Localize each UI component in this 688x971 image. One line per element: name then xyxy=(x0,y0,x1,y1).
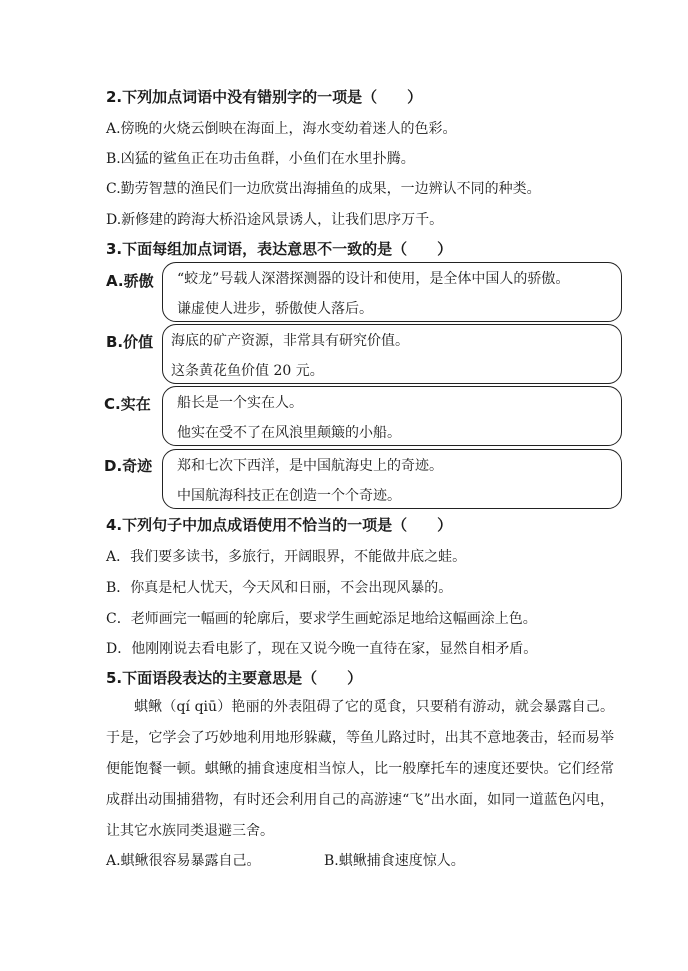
question-5-passage-text: 蜞鳅（qí qiū）艳丽的外表阻碍了它的觅食，只要稍有游动，就会暴露自己。于是，它学会了巧妙地利用地形躲藏，等鱼儿路过时，出其不意地袭击，轻而易举便能饱餐一顿。蜞鳅的捕食速度相当惊人，比一般摩托车的速度还要快。它们经常成群出动围捕猎物，有时还会利用自己的高游速“飞”出水面，如同一道蓝色闪电，让其它水族同类退避三舍。 xyxy=(106,699,614,839)
question-3-box-b xyxy=(162,324,622,384)
question-3-title: 3.下面每组加点词语，表达意思不一致的是（ ） xyxy=(106,240,453,258)
question-4-option-d: D．他刚刚说去看电影了，现在又说今晚一直待在家，显然自相矛盾。 xyxy=(106,641,538,657)
question-3-label-c: C.实在 xyxy=(104,395,151,413)
question-2-option-b: B.凶猛的鲨鱼正在功击鱼群，小鱼们在水里扑腾。 xyxy=(106,151,415,167)
question-4-option-a: A．我们要多读书，多旅行，开阔眼界，不能做井底之蛙。 xyxy=(106,549,467,565)
question-2-title: 2.下列加点词语中没有错别字的一项是（ ） xyxy=(106,88,423,106)
question-3-box-a xyxy=(162,262,622,322)
question-3-a-line-2: 谦虚使人进步，骄傲使人落后。 xyxy=(177,301,373,317)
question-5-title: 5.下面语段表达的主要意思是（ ） xyxy=(106,669,363,687)
question-3-b-line-2: 这条黄花鱼价值 20 元。 xyxy=(171,363,324,379)
question-3-d-line-1: 郑和七次下西洋，是中国航海史上的奇迹。 xyxy=(177,458,443,474)
question-5-passage xyxy=(106,692,614,847)
question-3-box-d xyxy=(162,449,622,509)
question-3-b-line-1: 海底的矿产资源，非常具有研究价值。 xyxy=(171,333,409,349)
question-2-option-c: C.勤劳智慧的渔民们一边欣赏出海捕鱼的成果，一边辨认不同的种类。 xyxy=(106,181,541,197)
question-3-c-line-2: 他实在受不了在风浪里颠簸的小船。 xyxy=(177,425,401,441)
question-3-label-b: B.价值 xyxy=(106,333,154,351)
question-2-option-a: A.傍晚的火烧云倒映在海面上，海水变幼着迷人的色彩。 xyxy=(106,121,457,137)
question-5-options xyxy=(106,850,465,870)
question-5-option-a: A.蜞鳅很容易暴露自己。 xyxy=(106,853,261,869)
question-4-title: 4.下列句子中加点成语使用不恰当的一项是（ ） xyxy=(106,516,453,534)
question-3-d-line-2: 中国航海科技正在创造一个个奇迹。 xyxy=(177,488,401,504)
question-3-label-a: A.骄傲 xyxy=(106,272,154,290)
question-4-option-c: C．老师画完一幅画的轮廓后，要求学生画蛇添足地给这幅画涂上色。 xyxy=(106,611,537,627)
question-5-option-b: B.蜞鳅捕食速度惊人。 xyxy=(324,853,465,869)
question-3-label-d: D.奇迹 xyxy=(104,457,153,475)
question-3-a-line-1: “蛟龙”号载人深潜探测器的设计和使用，是全体中国人的骄傲。 xyxy=(177,271,570,287)
question-3-c-line-1: 船长是一个实在人。 xyxy=(177,395,303,411)
question-4-option-b: B．你真是杞人忧天，今天风和日丽，不会出现风暴的。 xyxy=(106,580,453,596)
question-2-option-d: D.新修建的跨海大桥沿途风景诱人，让我们思序万千。 xyxy=(106,212,444,228)
question-3-box-c xyxy=(162,386,622,446)
